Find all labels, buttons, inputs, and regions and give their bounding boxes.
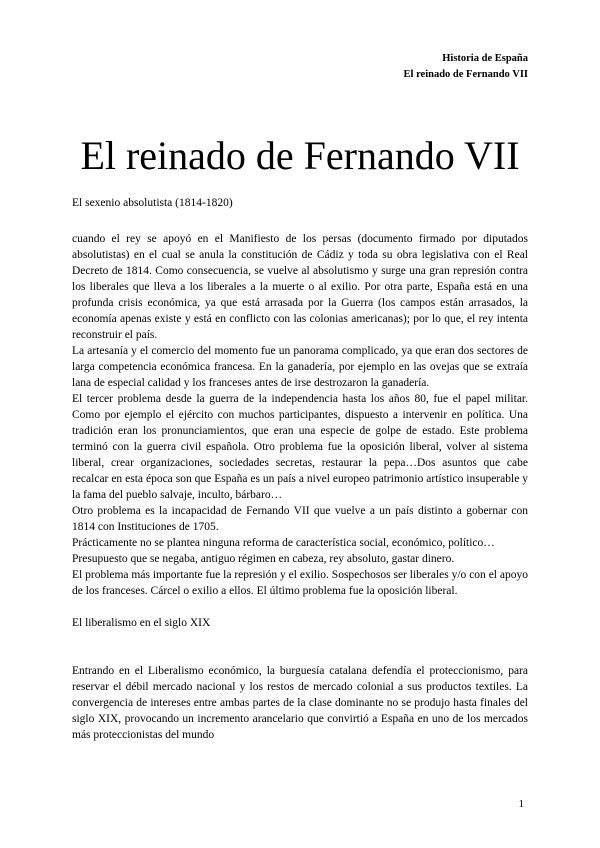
paragraph: El problema más importante fue la represión y el exilio. Sospechosos ser liberales y/o con el apoyo de los franceses. Cárcel o exilio a ellos. El último problema fue la oposición liberal. — [72, 569, 528, 597]
paragraph: Presupuesto que se negaba, antiguo régimen en cabeza, rey absoluto, gastar dinero. — [72, 553, 455, 565]
paragraph: Prácticamente no se plantea ninguna reforma de característica social, económico, político… — [72, 537, 495, 549]
section-heading-liberalismo: El liberalismo en el siglo XIX — [72, 617, 211, 629]
section-heading-sexenio: El sexenio absolutista (1814-1820) — [72, 197, 233, 209]
paragraph: Entrando en el Liberalismo económico, la burguesía catalana defendía el proteccionismo, para reservar el débil mercado nacional y los restos de mercado colonial a sus productos textiles. La convergencia de intereses entre ambas partes de la clase dominante no se produjo hasta finales del siglo XIX, provocando un incremento arancelario que convirtió a España en uno de los mercados más proteccionistas del mundo — [72, 665, 528, 741]
header-topic: El reinado de Fernando VII — [403, 69, 528, 80]
paragraph: cuando el rey se apoyó en el Manifiesto de los persas (documento firmado por diputados absolutistas) en el cual se anula la constitución de Cádiz y toda su obra legislativa con el Real Decreto de 1814. Como consecuencia, se vuelve al absolutismo y surge una gran represión contra los liberales que lleva a los liberales a la muerte o al exilio. Por otra parte, España está en una profunda crisis económica, ya que está arrasada por la Guerra (los campos están arrasados, la economía apenas existe y está en conflicto con las colonias americanas); por lo que, el rey intenta reconstruir el país. — [72, 233, 528, 341]
paragraph: La artesanía y el comercio del momento fue un panorama complicado, ya que eran dos sectores de larga competencia económica francesa. En la ganadería, por ejemplo en las ovejas que se extraía lana de especial calidad y los franceses antes de irse destrozaron la ganadería. — [72, 345, 528, 389]
paragraph: El tercer problema desde la guerra de la independencia hasta los años 80, fue el papel militar. Como por ejemplo el ejército con muchos participantes, dispuesto a intervenir en política. Una tradición eran los pronunciamientos, que eran una especie de golpe de estado. Este problema terminó con la guerra civil española. Otro problema fue la oposición liberal, volver al sistema liberal, crear organizaciones, sociedades secretas, restaurar la pepa…Dos asuntos que cabe recalcar en esta época son que España es un país a nivel europeo patrimonio artístico insuperable y la fama del pueblo salvaje, inculto, bárbaro… — [72, 393, 528, 501]
paragraph: Otro problema es la incapacidad de Fernando VII que vuelve a un país distinto a gobernar con 1814 con Instituciones de 1705. — [72, 505, 528, 533]
header-subject: Historia de España — [442, 53, 528, 64]
document-body — [72, 195, 528, 743]
page-number: 1 — [518, 798, 524, 810]
running-header — [404, 51, 528, 83]
document-title: El reinado de Fernando VII — [80, 133, 520, 178]
